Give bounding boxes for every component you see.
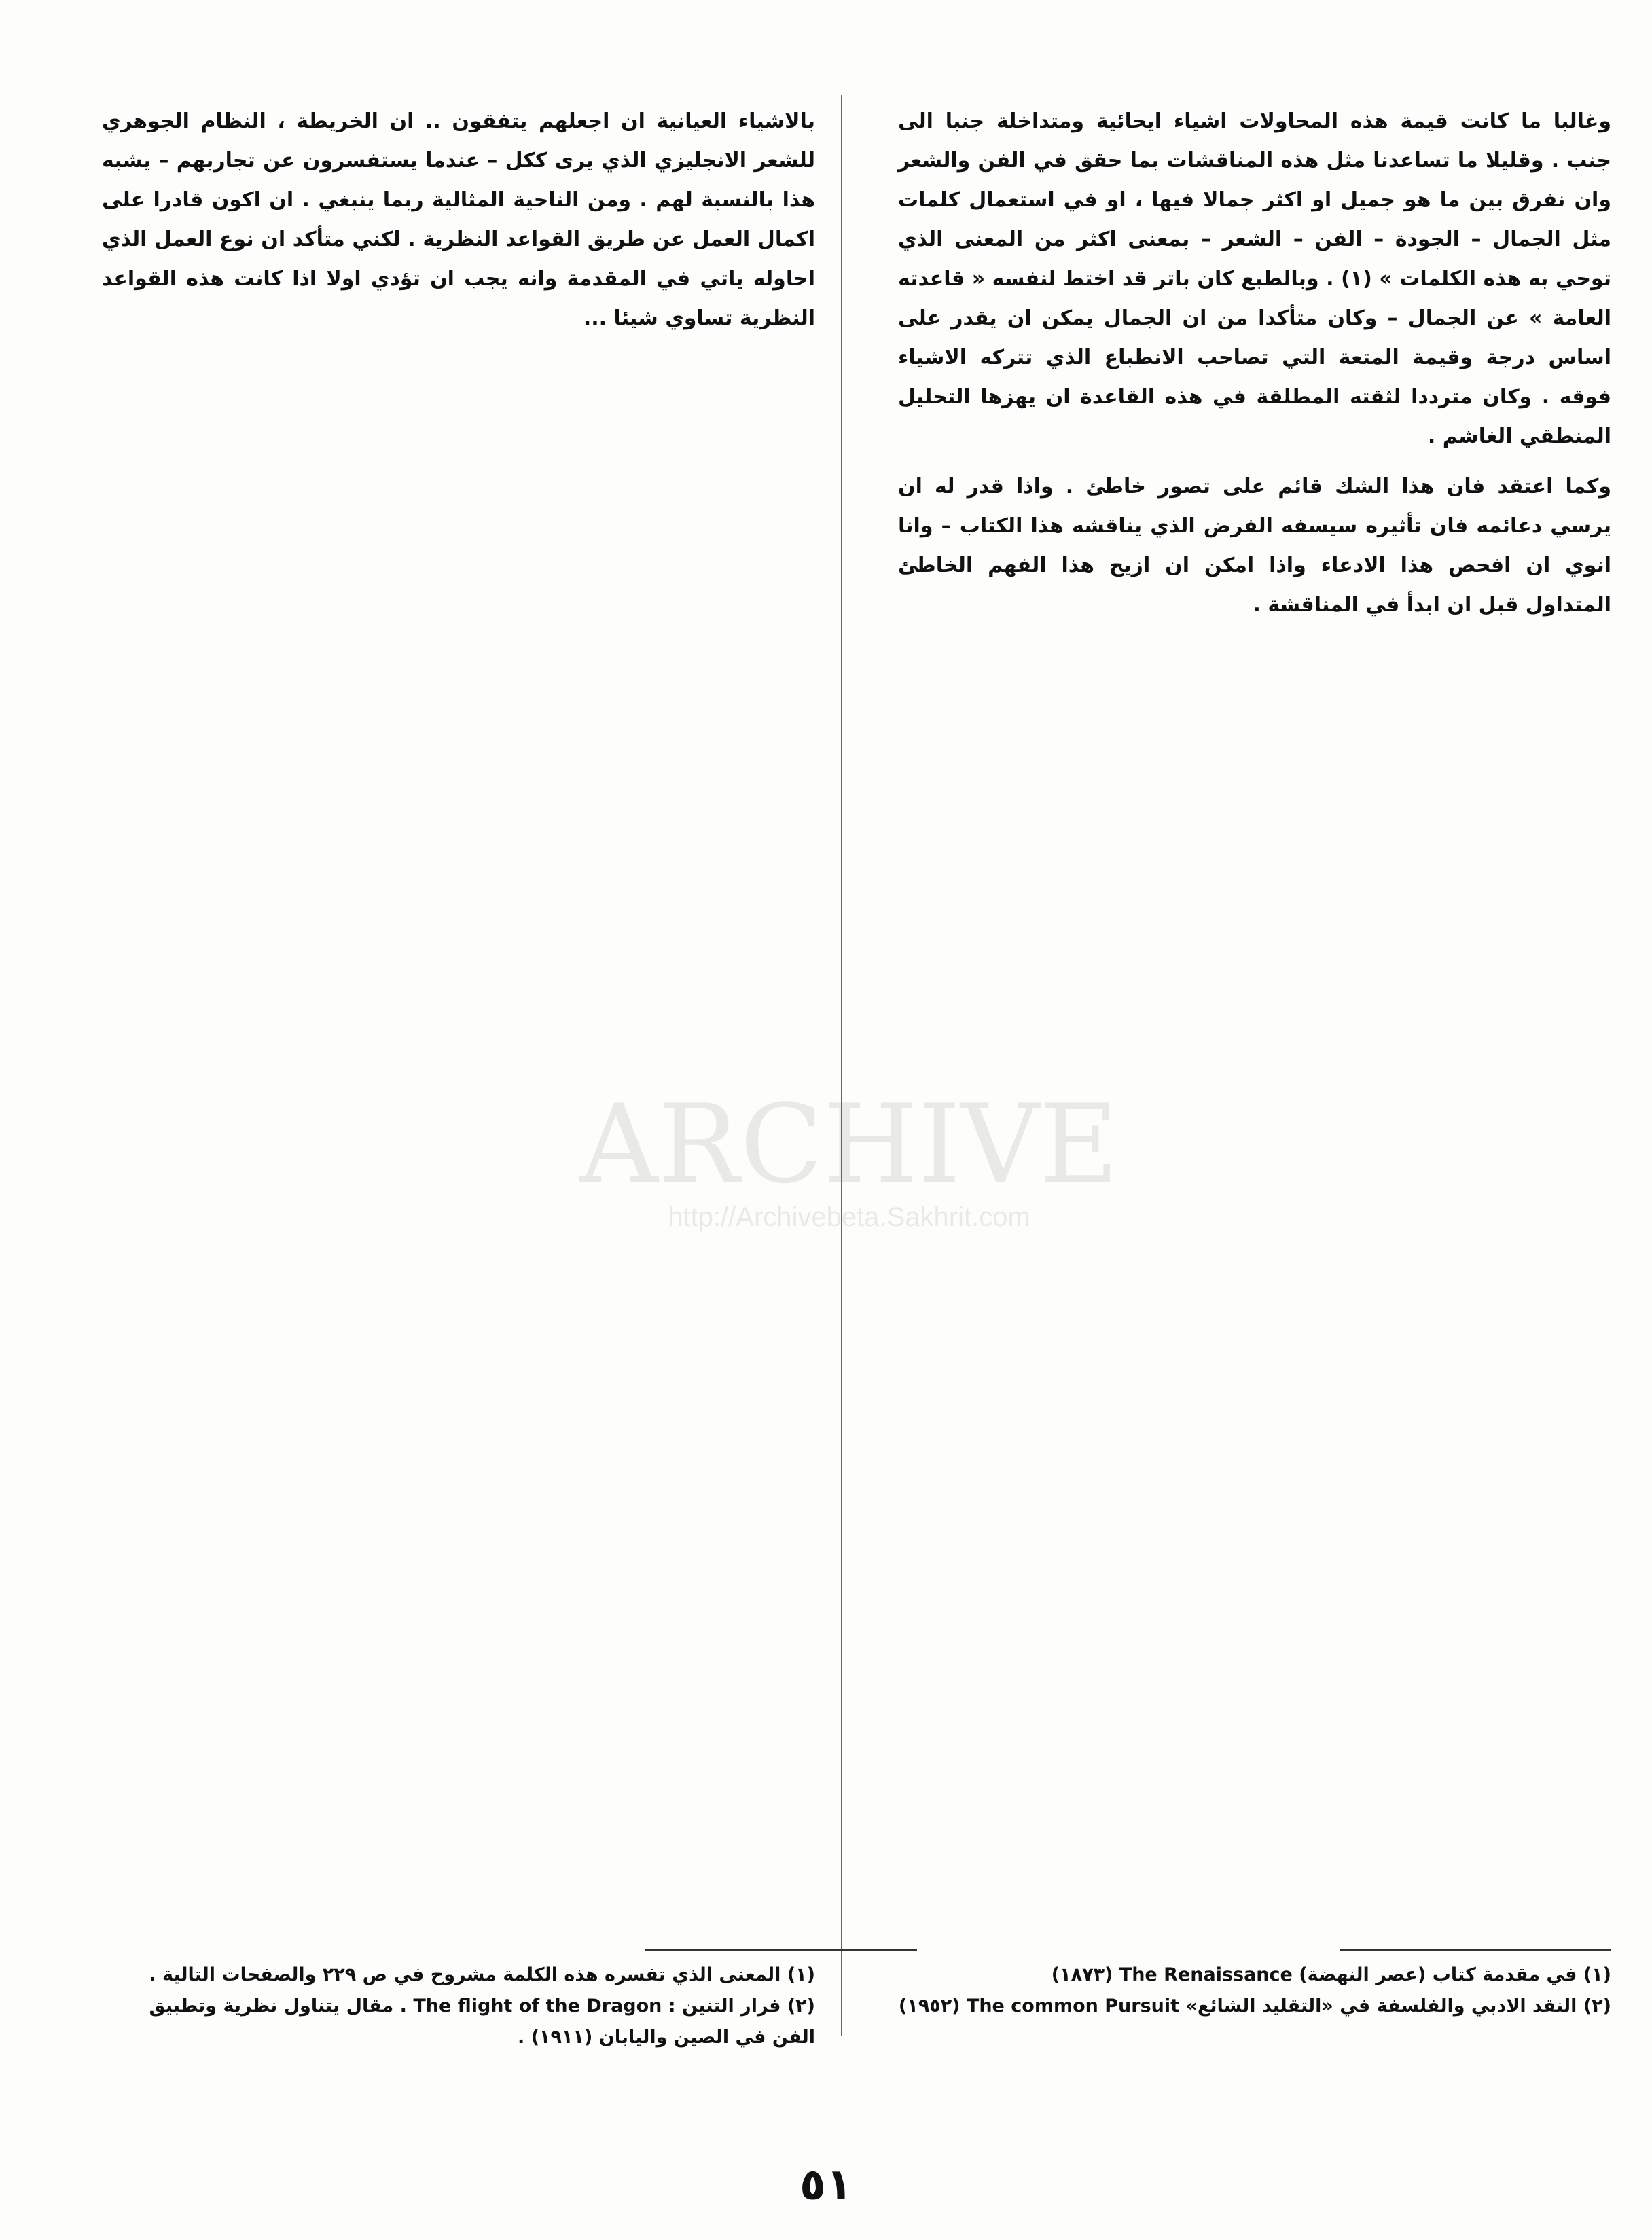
left-column	[102, 102, 815, 349]
page-number: ٥١	[799, 2160, 853, 2210]
footnote-rule-right	[1340, 1949, 1611, 1951]
footnote: (٢) النقد الادبي والفلسفة في «التقليد الشائع» The common Pursuit (١٩٥٢)	[898, 1995, 1611, 2017]
watermark-logo: ARCHIVE	[579, 1081, 1119, 1208]
paragraph: وكما اعتقد فان هذا الشك قائم على تصور خاطئ . واذا قدر له ان يرسي دعائمه فان تأثيره سيسفه الفرض الذي يناقشه هذا الكتاب – وانا انوي ان افحص هذا الادعاء واذا امكن ان ازيح هذا الفهم الخاطئ المتداول قبل ان ابدأ في المناقشة .	[898, 475, 1611, 617]
paragraph: بالاشياء العيانية ان اجعلهم يتفقون .. ان الخريطة ، النظام الجوهري للشعر الانجليزي الذي يرى ككل – عندما يستفسرون عن تجاربهم – يشبه هذا بالنسبة لهم . ومن الناحية المثالية ربما ينبغي . ان اكون قادرا على اكمال العمل عن طريق القواعد النظرية . لكني متأكد ان نوع العمل الذي احاوله ياتي في المقدمة وانه يجب ان تؤدي اولا اذا كانت هذه القواعد النظرية تساوي شيئا ...	[102, 109, 815, 330]
footnote: (١) المعنى الذي تفسره هذه الكلمة مشروح في ص ٢٢٩ والصفحات التالية .	[149, 1964, 815, 1985]
right-column	[898, 102, 1611, 636]
footnotes-right	[898, 1959, 1611, 2022]
archive-watermark	[475, 1081, 1223, 1233]
footnote: (١) في مقدمة كتاب (عصر النهضة) The Renaissance (١٨٧٣)	[1051, 1964, 1611, 1985]
paragraph: وغالبا ما كانت قيمة هذه المحاولات اشياء ايحائية ومتداخلة جنبا الى جنب . وقليلا ما تساعدنا مثل هذه المناقشات بما حقق في الفن والشعر وان نفرق بين ما هو جميل او اكثر جمالا فيها ، او في استعمال كلمات مثل الجمال – الجودة – الفن – الشعر – بمعنى اكثر من المعنى الذي توحي به هذه الكلمات » (١) . وبالطبع كان باتر قد اختط لنفسه « قاعدته العامة » عن الجمال – وكان متأكدا من ان الجمال يمكن ان يقدر على اساس درجة وقيمة المتعة التي تصاحب الانطباع الذي تتركه الاشياء فوقه . وكان مترددا لثقته المطلقة في هذه القاعدة ان يهزها التحليل المنطقي الغاشم .	[898, 109, 1612, 448]
footnote-rule-left	[645, 1949, 917, 1951]
footnote: (٢) فرار التنين : The flight of the Dragon . مقال يتناول نظرية وتطبيق الفن في الصين واليابان (١٩١١) .	[149, 1995, 815, 2048]
footnotes-left	[102, 1959, 815, 2053]
watermark-url: http://Archivebeta.Sakhrit.com	[668, 1202, 1030, 1232]
column-divider	[841, 95, 842, 2036]
